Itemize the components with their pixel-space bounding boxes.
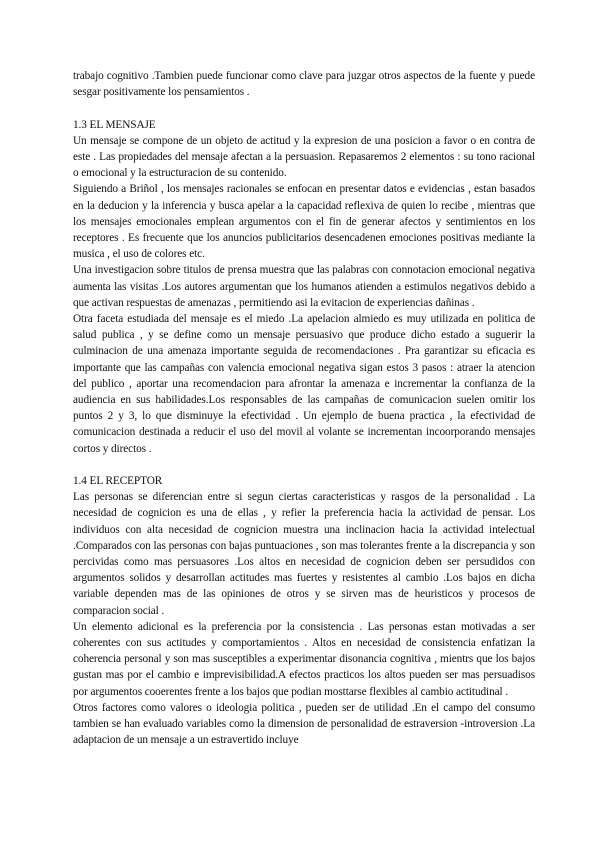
mensaje-paragraph: Siguiendo a Briñol , los mensajes racionales se enfocan en presentar datos e evidencias , estan basados en la deducion y la inferencia y busca apelar a la capacidad reflexiva de quien lo recibe , mientras que los mensajes emocionales emplean argumentos con el fin de generar afectos y sentimientos en los receptores . Es frecuente que los anuncios publicitarios desencadenen emociones positivas mediante la musica , el uso de colores etc. [73, 183, 535, 261]
section-spacer [73, 457, 535, 473]
mensaje-paragraph: Un mensaje se compone de un objeto de actitud y la expresion de una posicion a favor o en contra de este . Las propiedades del mensaje afectan a la persuasion. Repasaremos 2 elementos : su tono racional o emocional y la estructuracion de su contenido. [73, 134, 535, 180]
mensaje-paragraph: Otra faceta estudiada del mensaje es el miedo .La apelacion almiedo es muy utilizada en politica de salud publica , y se define como un mensaje persuasivo que produce dicho estado a suguerir la culminacion de una amenaza importante seguida de recomendaciones . Pra garantizar su eficacia es importante que las campañas con valencia emocional negativa sigan estos 3 pasos : atraer la atencion del publico , aportar una recomendacion para afrontar la amenaza e incrementar la confianza de la audiencia en sus habilidades.Los responsables de las campañas de comunicacion suelen omitir los puntos 2 y 3, lo que disminuye la efectividad . Un ejemplo de buena practica , la efectividad de comunicacion destinada a reducir el uso del movil al volante se incrementan incoorporando mensajes cortos y directos . [73, 313, 535, 455]
mensaje-paragraph: Una investigacion sobre titulos de prensa muestra que las palabras con connotacion emocional negativa aumenta las visitas .Los autores argumentan que los humanos atienden a estimulos negativos debido a que activan respuestas de amenazas , permitiendo asi la evitacion de experiencias dañinas . [73, 264, 535, 309]
section-heading-receptor: 1.4 EL RECEPTOR [73, 475, 163, 488]
receptor-paragraph: Las personas se diferencian entre si segun ciertas caracteristicas y rasgos de la personalidad . La necesidad de cognicion es una de ellas , y refier la preferencia hacia la actividad de pensar. Los individuos con alta necesidad de cognicion muestra una inclinacion hacia la actividad intelectual .Comparados con las personas con bajas puntuaciones , son mas tolerantes frente a la discrepancia y son percividas como mas persuasores .Los altos en necesidad de cognicion deben ser persudidos con argumentos solidos y desarrollan actitudes mas fuertes y resistentes al cambio .Los bajos en dicha variable dependen mas de las opiniones de otros y se sirven mas de heuristicos y procesos de comparacion social . [73, 491, 535, 617]
intro-paragraph: trabajo cognitivo .Tambien puede funcionar como clave para juzgar otros aspectos de la fuente y puede sesgar positivamente los pensamientos . [73, 70, 535, 99]
receptor-paragraph: Otros factores como valores o ideologia politica , pueden ser de utilidad .En el campo del consumo tambien se han evaluado variables como la dimension de personalidad de estraversion -introversion .La adaptacion de un mensaje a un estravertido incluye [73, 701, 535, 747]
section-heading-mensaje: 1.3 EL MENSAJE [73, 118, 156, 131]
section-spacer [73, 100, 535, 116]
document-body [73, 68, 535, 749]
receptor-paragraph: Un elemento adicional es la preferencia por la consistencia . Las personas estan motivadas a ser coherentes con sus actitudes y comportamientos . Altos en necesidad de consistencia enfatizan la coherencia personal y son mas susceptibles a experimentar disonancia cognitiva , mientrs que los bajos gustan mas por el cambio e imprevisibilidad.A efectos practicos los altos pueden ser mas persuadisos por argumentos cooerentes frente a los bajos que podian mosttarse flexibles al cambio actitudinal . [73, 620, 535, 698]
